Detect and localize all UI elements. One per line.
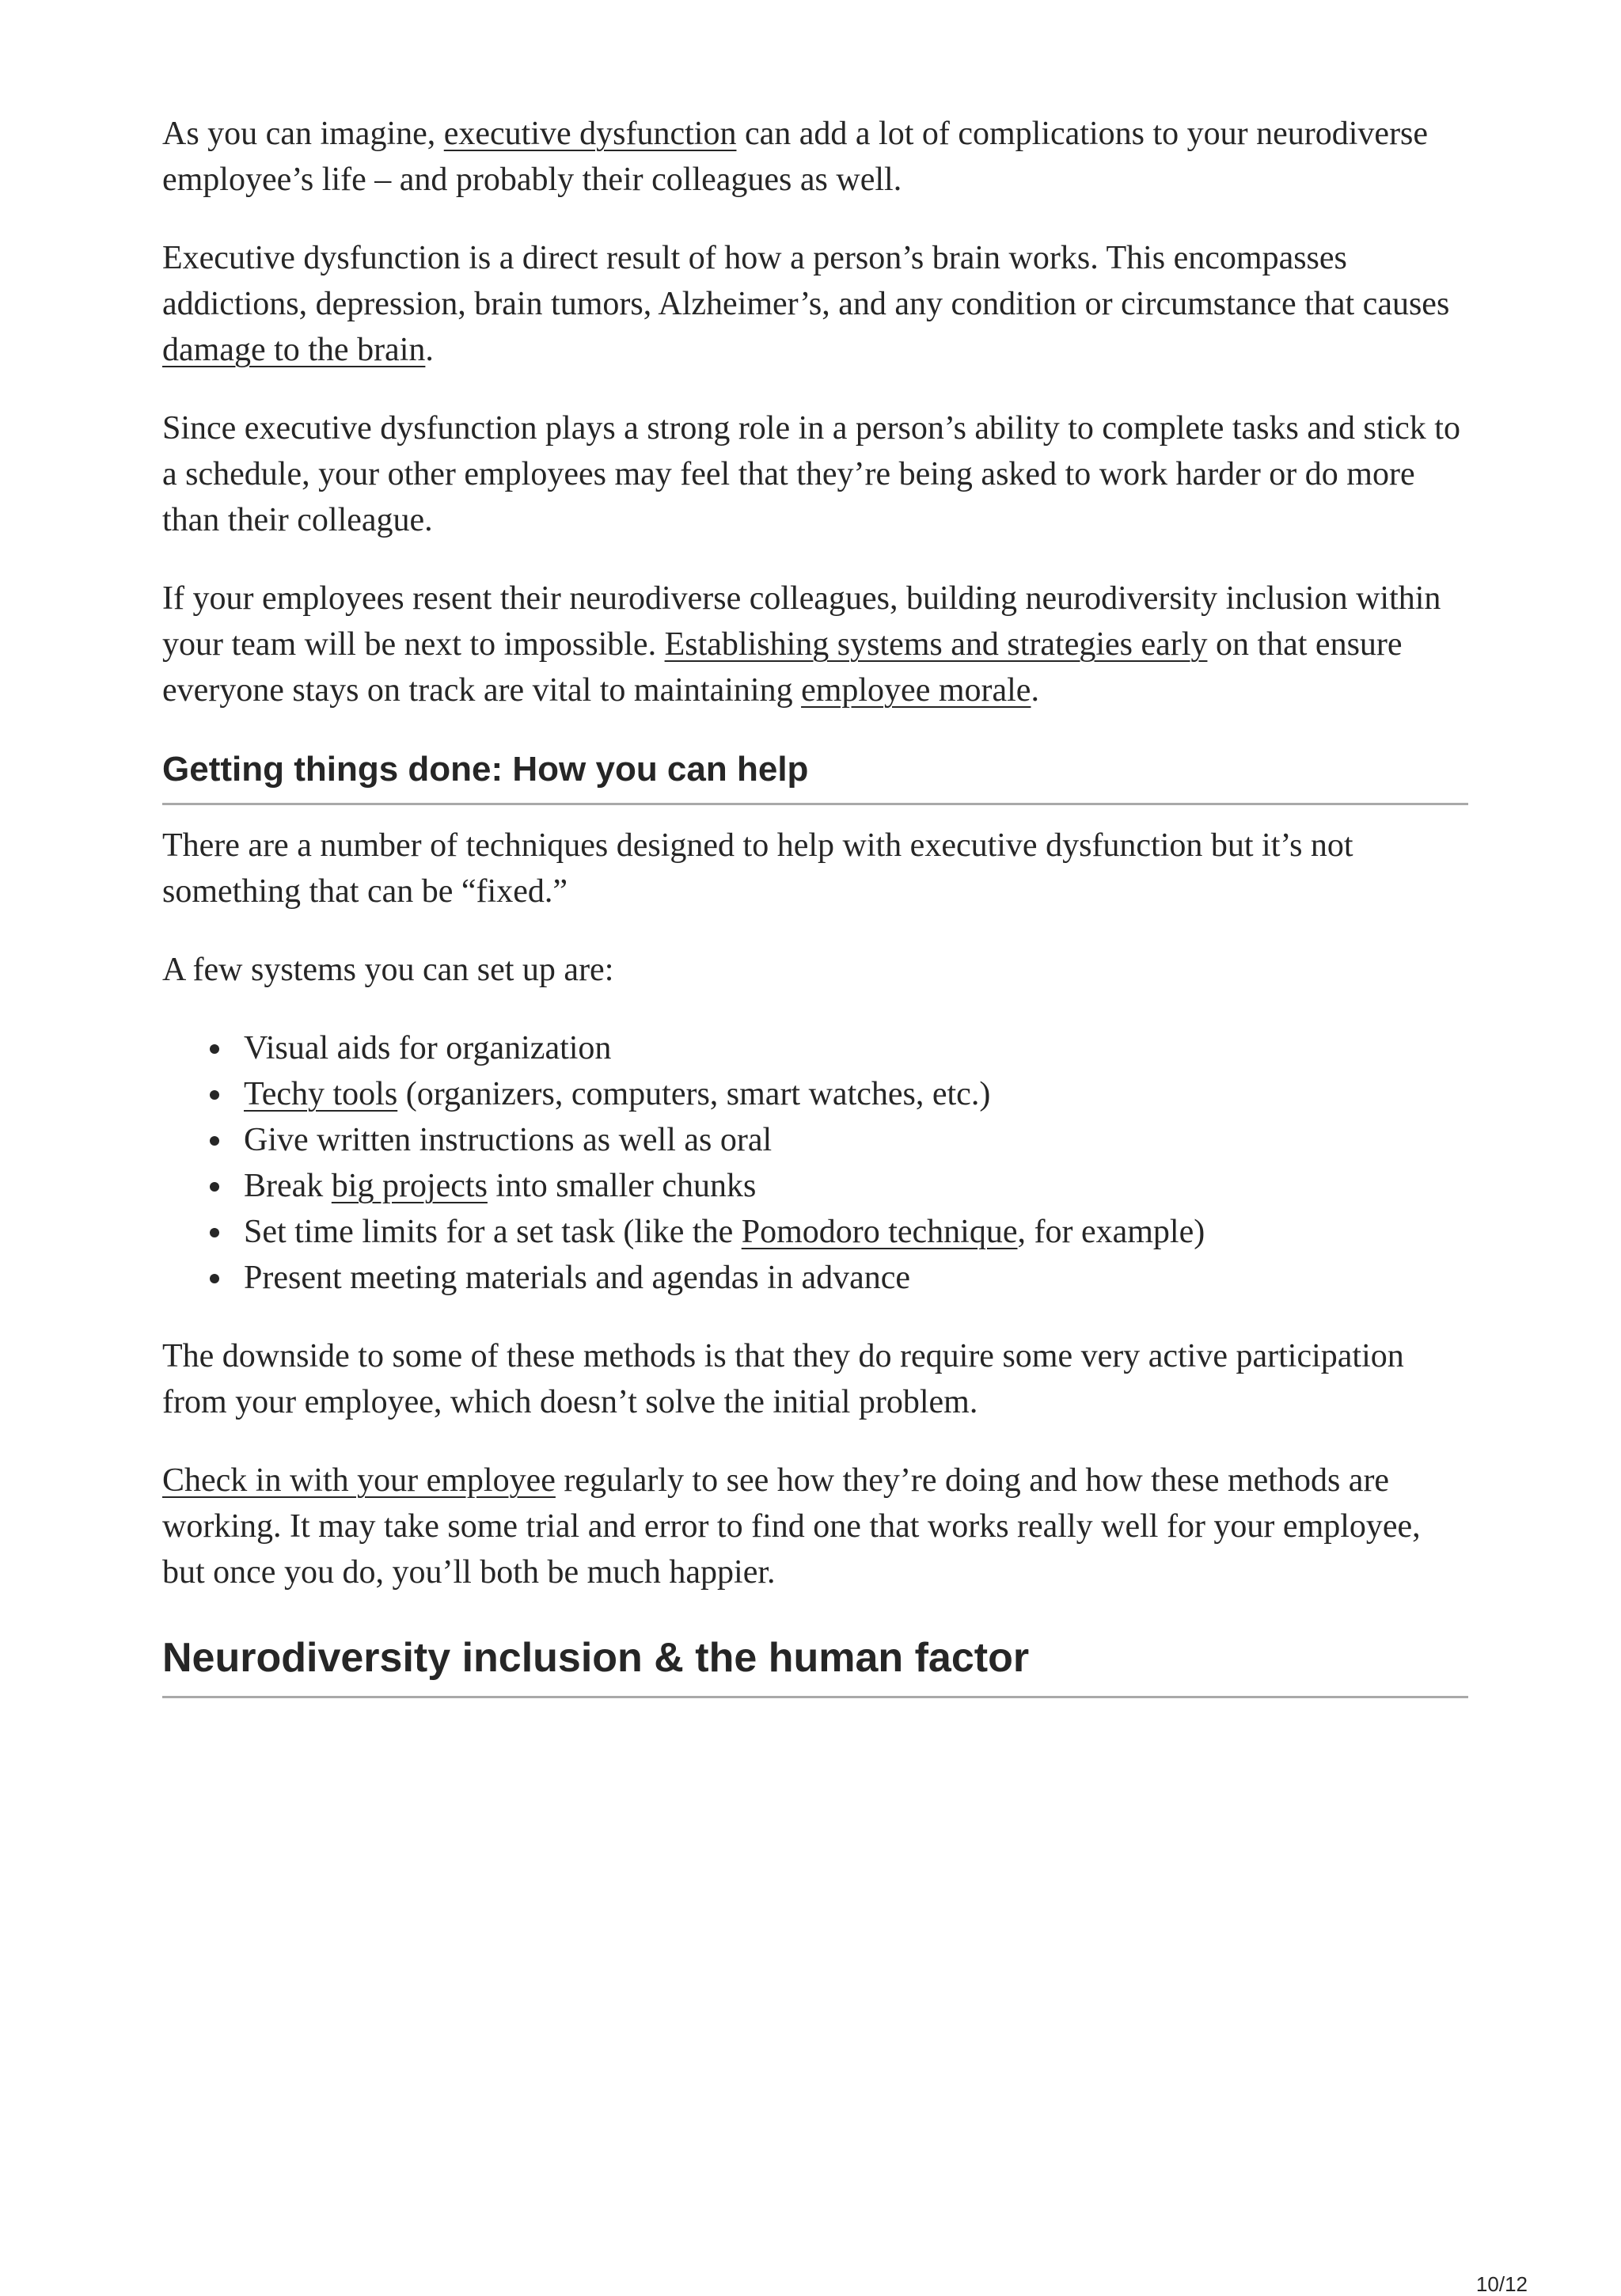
paragraph-techniques: There are a number of techniques designed to help with executive dysfunction but it’s not something that can be “fixed.”	[162, 827, 1353, 910]
list-item: Give written instructions as well as oral	[162, 1117, 1468, 1163]
paragraph-executive-dysfunction-causes: Executive dysfunction is a direct result of how a person’s brain works. This encompasses addictions, depression, brain tumors, Alzheimer’s, and any condition or circumstance that causes damage to the brain.	[162, 240, 1450, 368]
link-techy-tools[interactable]: Techy tools	[244, 1076, 398, 1112]
paragraph-executive-dysfunction-intro: As you can imagine, executive dysfunction can add a lot of complications to your neurodiverse employee’s life – and probably their colleagues as well.	[162, 116, 1429, 198]
link-check-in-with-employee[interactable]: Check in with your employee	[162, 1462, 556, 1499]
paragraph-inclusion-strategies: If your employees resent their neurodiverse colleagues, building neurodiversity inclusion within your team will be next to impossible. Establishing systems and strategies early on that ensure everyone stays on track are vital to maintaining employee morale.	[162, 580, 1441, 709]
heading-getting-things-done: Getting things done: How you can help	[162, 746, 1468, 805]
link-establishing-systems[interactable]: Establishing systems and strategies early	[664, 626, 1208, 663]
list-item: Set time limits for a set task (like the Pomodoro technique, for example)	[162, 1209, 1468, 1255]
link-employee-morale[interactable]: employee morale	[801, 672, 1031, 709]
paragraph-colleague-impact: Since executive dysfunction plays a strong role in a person’s ability to complete tasks and stick to a schedule, your other employees may feel that they’re being asked to work harder or do more than their colleague.	[162, 410, 1460, 538]
link-damage-to-the-brain[interactable]: damage to the brain	[162, 332, 426, 368]
link-big-projects[interactable]: big projects	[331, 1168, 488, 1204]
systems-list	[162, 1025, 1468, 1301]
list-item: Visual aids for organization	[162, 1025, 1468, 1071]
list-item: Present meeting materials and agendas in advance	[162, 1255, 1468, 1301]
heading-human-factor: Neurodiversity inclusion & the human factor	[162, 1629, 1468, 1698]
link-pomodoro-technique[interactable]: Pomodoro technique	[741, 1214, 1018, 1250]
paragraph-downside: The downside to some of these methods is that they do require some very active participation from your employee, which doesn’t solve the initial problem.	[162, 1338, 1404, 1420]
list-item: Break big projects into smaller chunks	[162, 1163, 1468, 1209]
paragraph-systems-intro: A few systems you can set up are:	[162, 952, 614, 988]
page-number: 10/12	[1475, 2272, 1528, 2296]
link-executive-dysfunction[interactable]: executive dysfunction	[443, 116, 737, 152]
list-item: Techy tools (organizers, computers, smart watches, etc.)	[162, 1071, 1468, 1117]
article-body	[162, 111, 1468, 1698]
paragraph-check-in: Check in with your employee regularly to see how they’re doing and how these methods are working. It may take some trial and error to find one that works really well for your employee, but once you do, you’ll both be much happier.	[162, 1462, 1421, 1591]
